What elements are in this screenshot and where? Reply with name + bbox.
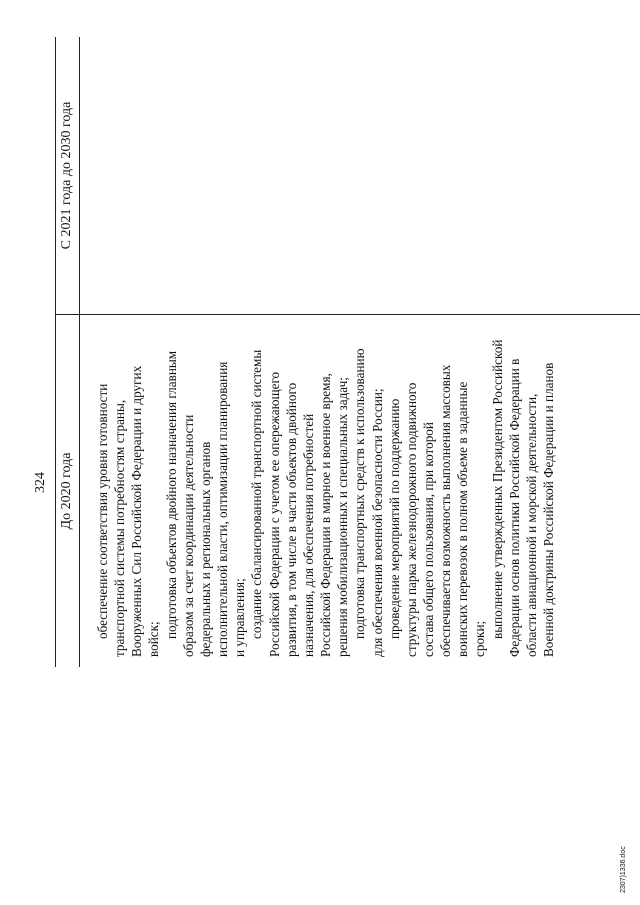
document-filename: 2307)1336.doc xyxy=(620,846,627,893)
text-line: сроки; xyxy=(472,620,488,657)
text-line: федеральных и региональных органов xyxy=(197,441,213,657)
text-line: обеспечивается возможность выполнения массовых xyxy=(438,364,454,657)
text-line: и управления; xyxy=(232,578,248,657)
text-line: исполнительной власти, оптимизации планирования xyxy=(215,361,231,657)
text-line: состава общего пользования, при которой xyxy=(420,422,436,657)
table-header-border xyxy=(79,37,80,667)
text-line: проведение мероприятий по поддержанию xyxy=(386,398,402,639)
text-line: Вооруженных Сил Российской Федерации и других xyxy=(129,365,145,657)
text-line: транспортной системы потребностям страны, xyxy=(112,399,128,657)
column-header-until-2020: До 2020 года xyxy=(59,452,74,530)
text-line: Российской Федерации с учетом ее опережающего xyxy=(266,371,282,657)
text-line: подготовка транспортных средств к использованию xyxy=(352,348,368,639)
text-line: образом за счет координации деятельности xyxy=(180,414,196,657)
page-number: 324 xyxy=(33,472,48,493)
text-line: создание сбалансированной транспортной системы xyxy=(249,349,265,639)
text-line: решения мобилизационных и специальных задач; xyxy=(335,377,351,657)
text-line: назначения, для обеспечения потребностей xyxy=(300,413,316,657)
text-line: области авиационной и морской деятельности, xyxy=(523,393,539,657)
column-header-2021-2030: С 2021 года до 2030 года xyxy=(59,101,74,250)
text-line: воинских перевозок в полном объеме в заданные xyxy=(455,381,471,657)
text-line: структуры парка железнодорожного подвижного xyxy=(403,382,419,657)
text-line: Российской Федерации в мирное и военное время, xyxy=(318,373,334,657)
text-line: для обеспечения военной безопасности России; xyxy=(369,388,385,657)
text-line: Военной доктрины Российской Федерации и планов xyxy=(541,362,557,657)
text-line: подготовка объектов двойного назначения главным xyxy=(163,350,179,639)
text-line: войск; xyxy=(146,621,162,657)
text-line: Федерации основ политики Российской Федерации в xyxy=(506,358,522,657)
text-line: развития, в том числе в части объектов двойного xyxy=(283,382,299,657)
column-1-text xyxy=(94,57,557,657)
text-line: обеспечение соответствия уровня готовности xyxy=(95,383,110,639)
text-line: выполнение утвержденных Президентом Российской xyxy=(489,339,505,639)
